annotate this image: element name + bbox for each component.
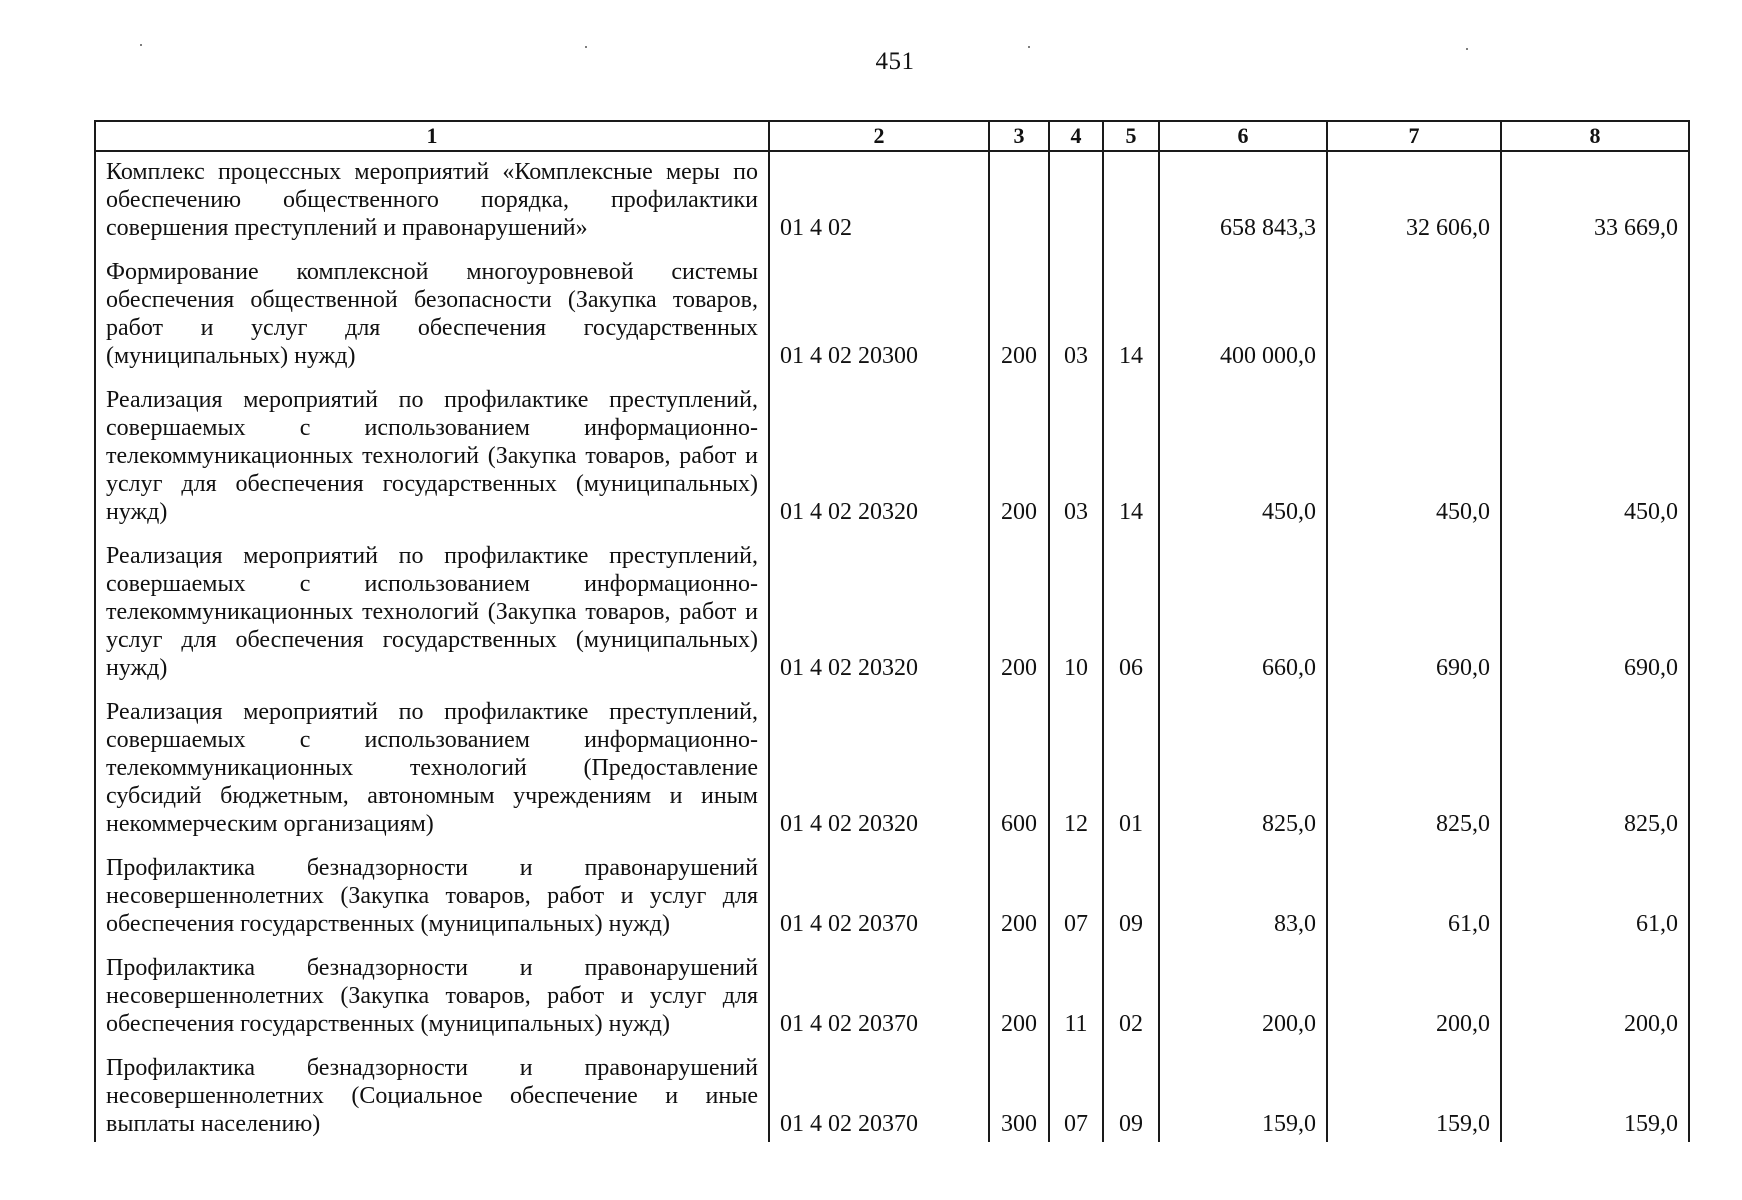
row-col3: 200 [989,246,1049,374]
row-value-7: 825,0 [1327,686,1501,842]
row-value-6: 400 000,0 [1159,246,1327,374]
row-col5: 09 [1103,842,1159,942]
row-col4: 03 [1049,246,1103,374]
row-description: Профилактика безнадзорности и правонарушений несовершеннолетних (Закупка товаров, работ и услуг для обеспечения государственных (муниципальных) нужд) [95,942,769,1042]
row-col3 [989,151,1049,246]
row-value-7: 159,0 [1327,1042,1501,1142]
row-value-7: 32 606,0 [1327,151,1501,246]
column-header: 5 [1103,121,1159,151]
row-col5: 14 [1103,374,1159,530]
page-number: 451 [875,48,915,75]
scan-speck [1028,46,1030,48]
column-header: 8 [1501,121,1689,151]
row-description: Реализация мероприятий по профилактике преступлений, совершаемых с использованием информационно-телекоммуникационных технологий (Предоставление субсидий бюджетным, автономным учреждениям и иным некоммерческим организациям) [95,686,769,842]
row-code: 01 4 02 20370 [769,1042,989,1142]
row-col3: 200 [989,842,1049,942]
row-value-6: 450,0 [1159,374,1327,530]
row-value-8: 159,0 [1501,1042,1689,1142]
row-col5: 14 [1103,246,1159,374]
row-col4: 10 [1049,530,1103,686]
row-col3: 200 [989,530,1049,686]
table-row [95,1042,1689,1142]
row-value-6: 658 843,3 [1159,151,1327,246]
row-col4: 07 [1049,842,1103,942]
row-value-8: 61,0 [1501,842,1689,942]
row-code: 01 4 02 20370 [769,842,989,942]
column-header: 4 [1049,121,1103,151]
row-col5: 06 [1103,530,1159,686]
row-value-8: 690,0 [1501,530,1689,686]
row-value-7: 200,0 [1327,942,1501,1042]
row-value-7: 450,0 [1327,374,1501,530]
header-row [95,121,1689,151]
column-header: 7 [1327,121,1501,151]
row-value-6: 825,0 [1159,686,1327,842]
column-header: 1 [95,121,769,151]
table-row [95,942,1689,1042]
row-col5: 01 [1103,686,1159,842]
row-col3: 200 [989,942,1049,1042]
row-value-8 [1501,246,1689,374]
budget-table [94,120,1690,1142]
row-code: 01 4 02 [769,151,989,246]
row-col5: 02 [1103,942,1159,1042]
column-header: 6 [1159,121,1327,151]
row-col4: 11 [1049,942,1103,1042]
row-value-6: 200,0 [1159,942,1327,1042]
row-value-8: 33 669,0 [1501,151,1689,246]
row-col4: 07 [1049,1042,1103,1142]
row-value-6: 159,0 [1159,1042,1327,1142]
row-col4 [1049,151,1103,246]
row-code: 01 4 02 20320 [769,530,989,686]
row-code: 01 4 02 20370 [769,942,989,1042]
row-description: Реализация мероприятий по профилактике преступлений, совершаемых с использованием информационно-телекоммуникационных технологий (Закупка товаров, работ и услуг для обеспечения государственных (муниципальных) нужд) [95,530,769,686]
scan-speck [140,44,142,46]
row-description: Реализация мероприятий по профилактике преступлений, совершаемых с использованием информационно-телекоммуникационных технологий (Закупка товаров, работ и услуг для обеспечения государственных (муниципальных) нужд) [95,374,769,530]
row-col3: 600 [989,686,1049,842]
scan-speck [1466,48,1468,50]
row-col3: 200 [989,374,1049,530]
row-value-8: 825,0 [1501,686,1689,842]
row-value-7: 690,0 [1327,530,1501,686]
table-row [95,374,1689,530]
row-value-8: 450,0 [1501,374,1689,530]
table-row [95,842,1689,942]
row-value-6: 83,0 [1159,842,1327,942]
table-row [95,151,1689,246]
row-col4: 12 [1049,686,1103,842]
table-row [95,530,1689,686]
row-value-7 [1327,246,1501,374]
row-value-6: 660,0 [1159,530,1327,686]
table-row [95,246,1689,374]
column-header: 2 [769,121,989,151]
row-code: 01 4 02 20320 [769,374,989,530]
row-code: 01 4 02 20300 [769,246,989,374]
row-description: Комплекс процессных мероприятий «Комплексные меры по обеспечению общественного порядка, профилактики совершения преступлений и правонарушений» [95,151,769,246]
row-col4: 03 [1049,374,1103,530]
row-value-8: 200,0 [1501,942,1689,1042]
table-row [95,686,1689,842]
scan-speck [585,46,587,48]
row-description: Формирование комплексной многоуровневой системы обеспечения общественной безопасности (Закупка товаров, работ и услуг для обеспечения государственных (муниципальных) нужд) [95,246,769,374]
row-code: 01 4 02 20320 [769,686,989,842]
column-header: 3 [989,121,1049,151]
row-col5 [1103,151,1159,246]
row-value-7: 61,0 [1327,842,1501,942]
row-description: Профилактика безнадзорности и правонарушений несовершеннолетних (Социальное обеспечение и иные выплаты населению) [95,1042,769,1142]
row-col5: 09 [1103,1042,1159,1142]
row-col3: 300 [989,1042,1049,1142]
row-description: Профилактика безнадзорности и правонарушений несовершеннолетних (Закупка товаров, работ и услуг для обеспечения государственных (муниципальных) нужд) [95,842,769,942]
